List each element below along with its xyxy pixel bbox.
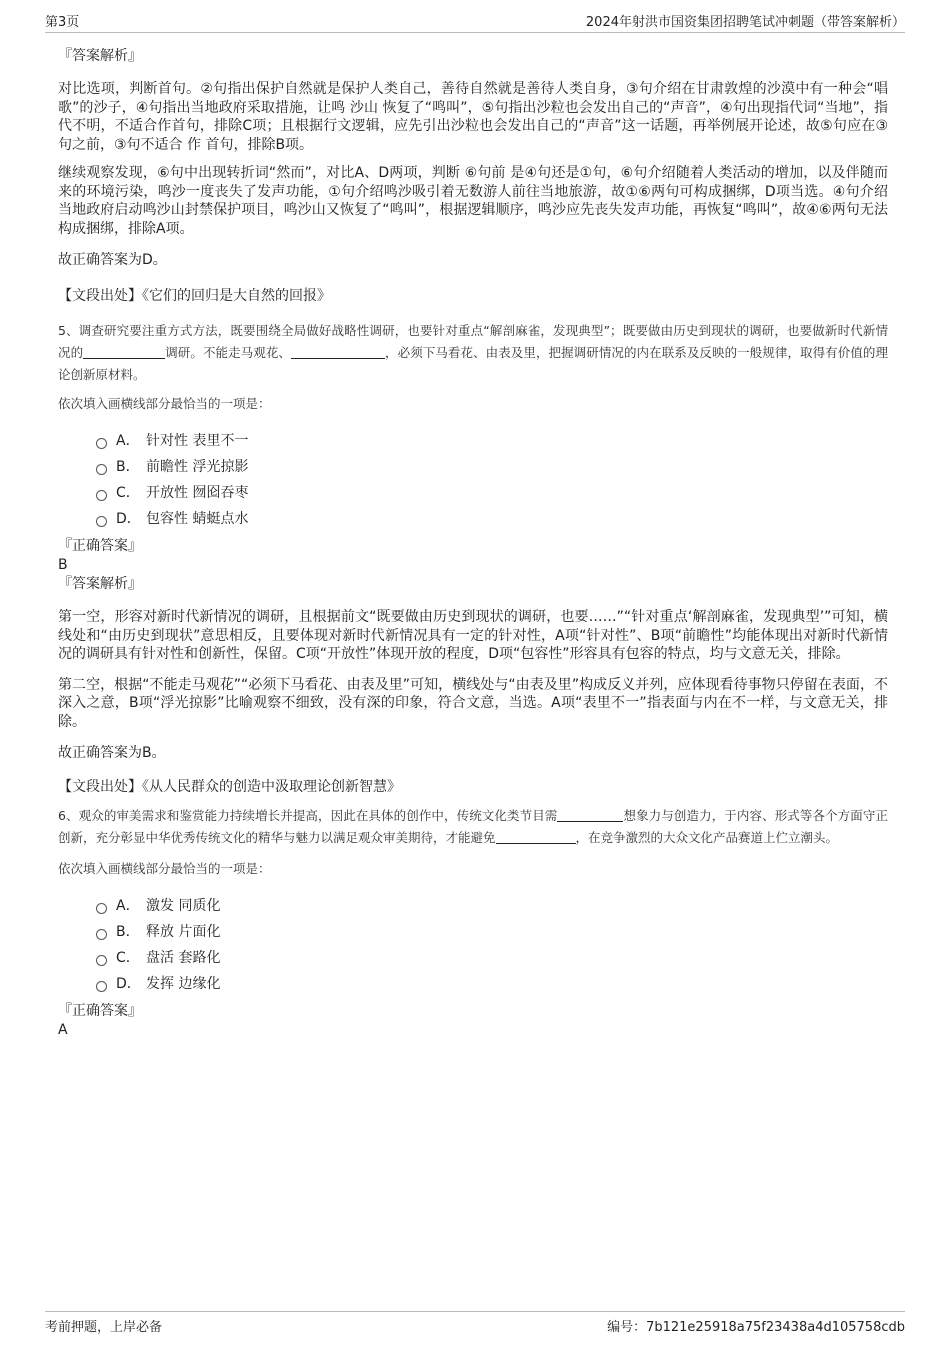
- document-title: 2024年射洪市国资集团招聘笔试冲刺题（带答案解析）: [585, 15, 905, 30]
- radio-icon[interactable]: [96, 903, 107, 914]
- analysis-paragraph: 第一空，形容对新时代新情况的调研，且根据前文“既要做由历史到现状的调研，也要……”“针对重点‘解剖麻雀，发现典型’”可知，横线处和“由历史到现状”意思相反，且要体现对新时代新情况具有一定的针对性，A项“针对性”、B项“前瞻性”均能体现出对新时代新情况的调研具有针对性和创新性，保留。C项“开放性”体现开放的程度，D项“包容性”形容具有包容的特点，均与文意无关，排除。: [58, 609, 888, 662]
- option-a[interactable]: A． 激发 同质化: [96, 893, 888, 919]
- page-footer: [45, 1311, 905, 1336]
- option-c[interactable]: C． 盘活 套路化: [96, 945, 888, 971]
- option-a[interactable]: A． 针对性 表里不一: [96, 428, 888, 454]
- page-header: [45, 8, 905, 33]
- analysis-label: 『答案解析』: [58, 48, 142, 64]
- analysis-paragraph: 继续观察发现，⑥句中出现转折词“然而”，对比A、D两项，判断 ⑥句前 是④句还是①句，⑥句介绍随着人类活动的增加，以及伴随而来的环境污染，鸣沙一度丧失了发声功能，①句介绍鸣沙吸引着无数游人前往当地旅游，故①⑥两句可构成捆绑，D项当选。④句介绍当地政府启动鸣沙山封禁保护项目，鸣沙山又恢复了“鸣叫”，根据逻辑顺序，鸣沙应先丧失发声功能，再恢复“鸣叫”，故④⑥两句无法构成捆绑，排除A项。: [58, 165, 888, 237]
- footer-slogan: 考前押题，上岸必备: [45, 1320, 163, 1335]
- radio-icon[interactable]: [96, 490, 107, 501]
- analysis-paragraph: 对比选项，判断首句。②句指出保护自然就是保护人类自己，善待自然就是善待人类自身，③句介绍在甘肃敦煌的沙漠中有一种会“唱歌”的沙子，④句指出当地政府采取措施，让鸣 沙山 恢复了“鸣叫”，⑤句指出沙粒也会发出自己的“声音”，④句出现指代词“当地”，指代不明，不适合作首句，排除C项；且根据行文逻辑，应先引出沙粒也会发出自己的“声音”这一话题，再举例展开论述，故⑤句应在③句之前，③句不适合 作 首句，排除B项。: [58, 81, 888, 153]
- answer-blank: [291, 344, 385, 359]
- correct-answer-label: 『正确答案』: [58, 538, 142, 554]
- radio-icon[interactable]: [96, 516, 107, 527]
- analysis-paragraph: 第二空，根据“不能走马观花”“必须下马看花、由表及里”可知，横线处与“由表及里”构成反义并列，应体现看待事物只停留在表面，不深入之意，B项“浮光掠影”比喻观察不细致，没有深的印象，符合文意，当选。A项“表里不一”指表面与内在不一样，与文意无关，排除。: [58, 676, 888, 730]
- page-content: [58, 46, 888, 1039]
- conclusion: 故正确答案为B。: [58, 745, 166, 761]
- option-d[interactable]: D． 发挥 边缘化: [96, 971, 888, 997]
- answer-blank: [496, 829, 576, 844]
- option-b[interactable]: B． 前瞻性 浮光掠影: [96, 454, 888, 480]
- radio-icon[interactable]: [96, 929, 107, 940]
- question-5-stem: 5、调查研究要注重方式方法，既要围绕全局做好战略性调研，也要针对重点“解剖麻雀，发现典型”；既要做由历史到现状的调研，也要做新时代新情况的 调研。不能走马观花、 ，必须下马看花、由表及里，把握调研情况的内在联系及反映的一般规律，取得有价值的理论创新原材料。: [58, 323, 888, 382]
- radio-icon[interactable]: [96, 955, 107, 966]
- analysis-label: 『答案解析』: [58, 576, 142, 592]
- correct-answer: B: [58, 557, 68, 573]
- options-list: [96, 428, 888, 532]
- question-instruction: 依次填入画横线部分最恰当的一项是：: [58, 396, 271, 411]
- question-6-stem: 6、观众的审美需求和鉴赏能力持续増长并提高，因此在具体的创作中，传统文化类节目需 想象力与创造力，于内容、形式等各个方面守正创新，充分彰显中华优秀传统文化的精华与魅力以满足观众审美期待，才能避免 ，在竞争激烈的大众文化产品赛道上伫立潮头。: [58, 808, 888, 845]
- answer-blank: [83, 344, 165, 359]
- question-instruction: 依次填入画横线部分最恰当的一项是：: [58, 861, 271, 876]
- option-c[interactable]: C． 开放性 囫囵吞枣: [96, 480, 888, 506]
- answer-blank: [557, 807, 623, 822]
- options-list: [96, 893, 888, 997]
- option-d[interactable]: D． 包容性 蜻蜓点水: [96, 506, 888, 532]
- source-citation: 【文段出处】《它们的回归是大自然的回报》: [58, 288, 331, 304]
- correct-answer-label: 『正确答案』: [58, 1003, 142, 1019]
- radio-icon[interactable]: [96, 464, 107, 475]
- radio-icon[interactable]: [96, 438, 107, 449]
- radio-icon[interactable]: [96, 981, 107, 992]
- source-citation: 【文段出处】《从人民群众的创造中汲取理论创新智慧》: [58, 779, 401, 795]
- conclusion: 故正确答案为D。: [58, 252, 167, 268]
- document-id: 编号：7b121e25918a75f23438a4d105758cdb: [607, 1320, 905, 1335]
- option-b[interactable]: B． 释放 片面化: [96, 919, 888, 945]
- page-number: 第3页: [45, 15, 80, 30]
- correct-answer: A: [58, 1022, 68, 1038]
